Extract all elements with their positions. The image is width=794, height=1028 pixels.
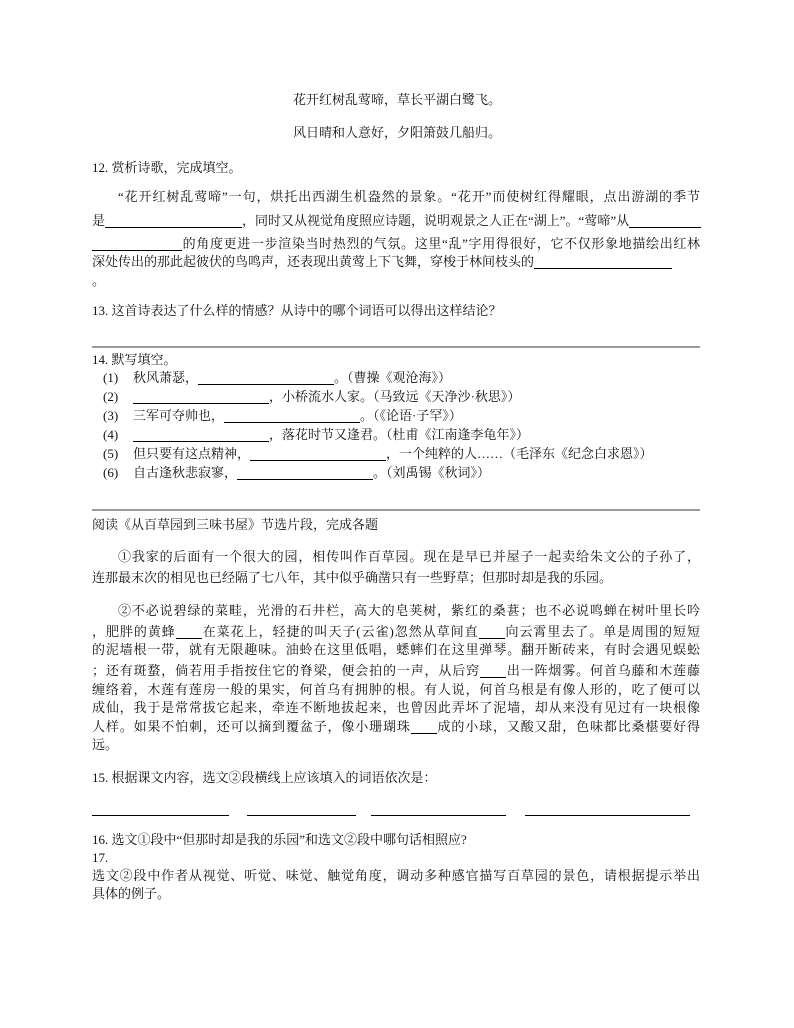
item-prefix: 自古逢秋悲寂寥， [133,465,238,480]
passage-2-line [92,662,700,680]
question-14-item [103,445,653,463]
fill-blank [176,625,202,639]
item-suffix: 。（曹操《观沧海》） [334,370,452,385]
fill-blank [411,720,437,734]
passage-2-line [92,718,700,736]
question-14-item [103,369,451,387]
fill-blank [250,447,386,461]
fill-blank [224,409,360,423]
question-17-line: 选文②段中作者从视觉、听觉、味觉、触觉角度，调动多种感官描写百草园的景色，请根据提示举出 [92,868,700,883]
passage-2-line: 缠络着，木莲有莲房一般的果实，何首乌有拥肿的根。有人说，何首乌根是有像人形的，吃了便可以 [92,682,700,697]
question-12-line-2-start: 是 [92,213,106,228]
poem-line-1: 花开红树乱莺啼，草长平湖白鹭飞。 [292,92,501,107]
item-prefix: 三军可夺帅也， [133,408,225,423]
passage-1-line: ①我家的后面有一个很大的园，相传叫作百草园。现在是早已并屋子一起卖给朱文公的子孙了， [118,549,700,564]
question-17-line: 具体的例子。 [92,886,171,901]
passage-text: 成的小球，又酸又甜，色味都比桑椹要好得 [436,719,700,734]
item-suffix: 。（刘禹锡《秋词》） [373,465,491,480]
answer-blank [525,802,690,816]
question-14-item [103,426,529,444]
fill-blank [133,428,269,442]
question-12-line-2-middle: ，同时又从视觉角度照应诗题，说明观景之人正在“湖上”。“莺啼”从 [242,213,630,228]
question-17-number: 17. [92,850,109,865]
item-suffix: ，落花时节又逢君。（杜甫《江南逢李龟年》） [269,427,530,442]
passage-text: ；还有斑蝥，倘若用手指按住它的脊梁，便会拍的一声，从后窍 [92,663,480,678]
passage-1-line: 连那最末次的相见也已经隔了七八年，其中似乎确凿只有一些野草；但那时却是我的乐园。 [92,570,613,585]
fill-blank [198,371,334,385]
item-suffix: ，小桥流水人家。（马致远《天净沙·秋思》） [269,389,521,404]
question-14-title: 14. 默写填空。 [92,352,177,367]
fill-blank [480,664,506,678]
passage-text: 出一阵烟雾。何首乌藤和木莲藤 [505,663,700,678]
answer-blank [247,802,356,816]
question-13: 13. 这首诗表达了什么样的情感？从诗中的哪个词语可以得出这样结论？ [92,303,502,318]
reading-header: 阅读《从百草园到三味书屋》节选片段，完成各题 [92,517,379,532]
fill-blank [629,214,701,228]
passage-text: 人样。如果不怕刺，还可以摘到覆盆子，像小珊瑚珠 [92,719,411,734]
passage-2-line: 的泥墙根一带，就有无限趣味。油蛉在这里低唱，蟋蟀们在这里弹琴。翻开断砖来，有时会遇见蜈蚣 [92,642,700,657]
fill-blank [237,466,373,480]
question-16: 16. 选文①段中“但那时却是我的乐园”和选文②段中哪句话相照应? [92,832,467,847]
section-divider [92,346,700,348]
answer-blank [92,802,229,816]
passage-2-line: 成仙，我于是常常拔它起来，牵连不断地拔起来，也曾因此弄坏了泥墙，却从来没有见过有一块根像 [92,700,700,715]
fill-blank [105,214,242,228]
item-number: (3) [103,408,119,423]
question-12-line-2 [92,212,700,230]
question-12-title: 12. 赏析诗歌，完成填空。 [92,160,242,175]
question-14-item [103,464,490,482]
item-number: (2) [103,389,119,404]
item-number: (4) [103,427,119,442]
passage-text: ，肥胖的黄蜂 [92,624,176,639]
answer-blank [371,802,506,816]
item-prefix: 但只要有这点精神， [133,446,251,461]
question-12-line-1: “花开红树乱莺啼”一句，烘托出西湖生机盎然的景象。“花开”而使树红得耀眼，点出游湖的季节 [118,189,700,204]
passage-2-line: 远。 [92,737,119,752]
passage-2-line: ②不必说碧绿的菜畦，光滑的石井栏，高大的皂荚树，紫红的桑葚；也不必说鸣蝉在树叶里长吟 [118,603,700,618]
question-12-line-4 [92,253,672,271]
fill-blank [133,390,269,404]
question-15: 15. 根据课文内容，选文②段横线上应该填入的词语依次是： [92,770,437,785]
passage-text: 向云霄里去了。单是周围的短短 [504,624,700,639]
question-12-line-4-text: 深处传出的那此起彼伏的鸟鸣声，还表现出黄莺上下飞舞，穿梭于林间枝头的 [92,254,535,269]
passage-2-line [92,623,700,641]
poem-line-2: 风日晴和人意好，夕阳箫鼓几船归。 [292,125,501,140]
item-prefix: 秋风萧瑟， [133,370,199,385]
item-number: (5) [103,446,119,461]
fill-blank [479,625,505,639]
passage-text: 在菜花上，轻捷的叫天子(云雀)忽然从草间直 [201,624,479,639]
fill-blank [534,255,672,269]
item-suffix: ，一个纯粹的人……（毛泽东《纪念白求恩》） [386,446,653,461]
question-12-line-3-text: 的角度更进一步渲染当时热烈的气氛。这里“乱”字用得很好，它不仅形象地描绘出红林 [182,236,700,251]
item-number: (6) [103,465,119,480]
item-suffix: 。（《论语·子罕》） [360,408,462,423]
question-14-item [103,407,462,425]
question-12-line-3 [92,235,700,253]
item-number: (1) [103,370,119,385]
fill-blank [92,237,182,251]
section-divider [92,509,700,511]
question-12-line-5: 。 [92,273,106,288]
question-14-item [103,388,520,406]
